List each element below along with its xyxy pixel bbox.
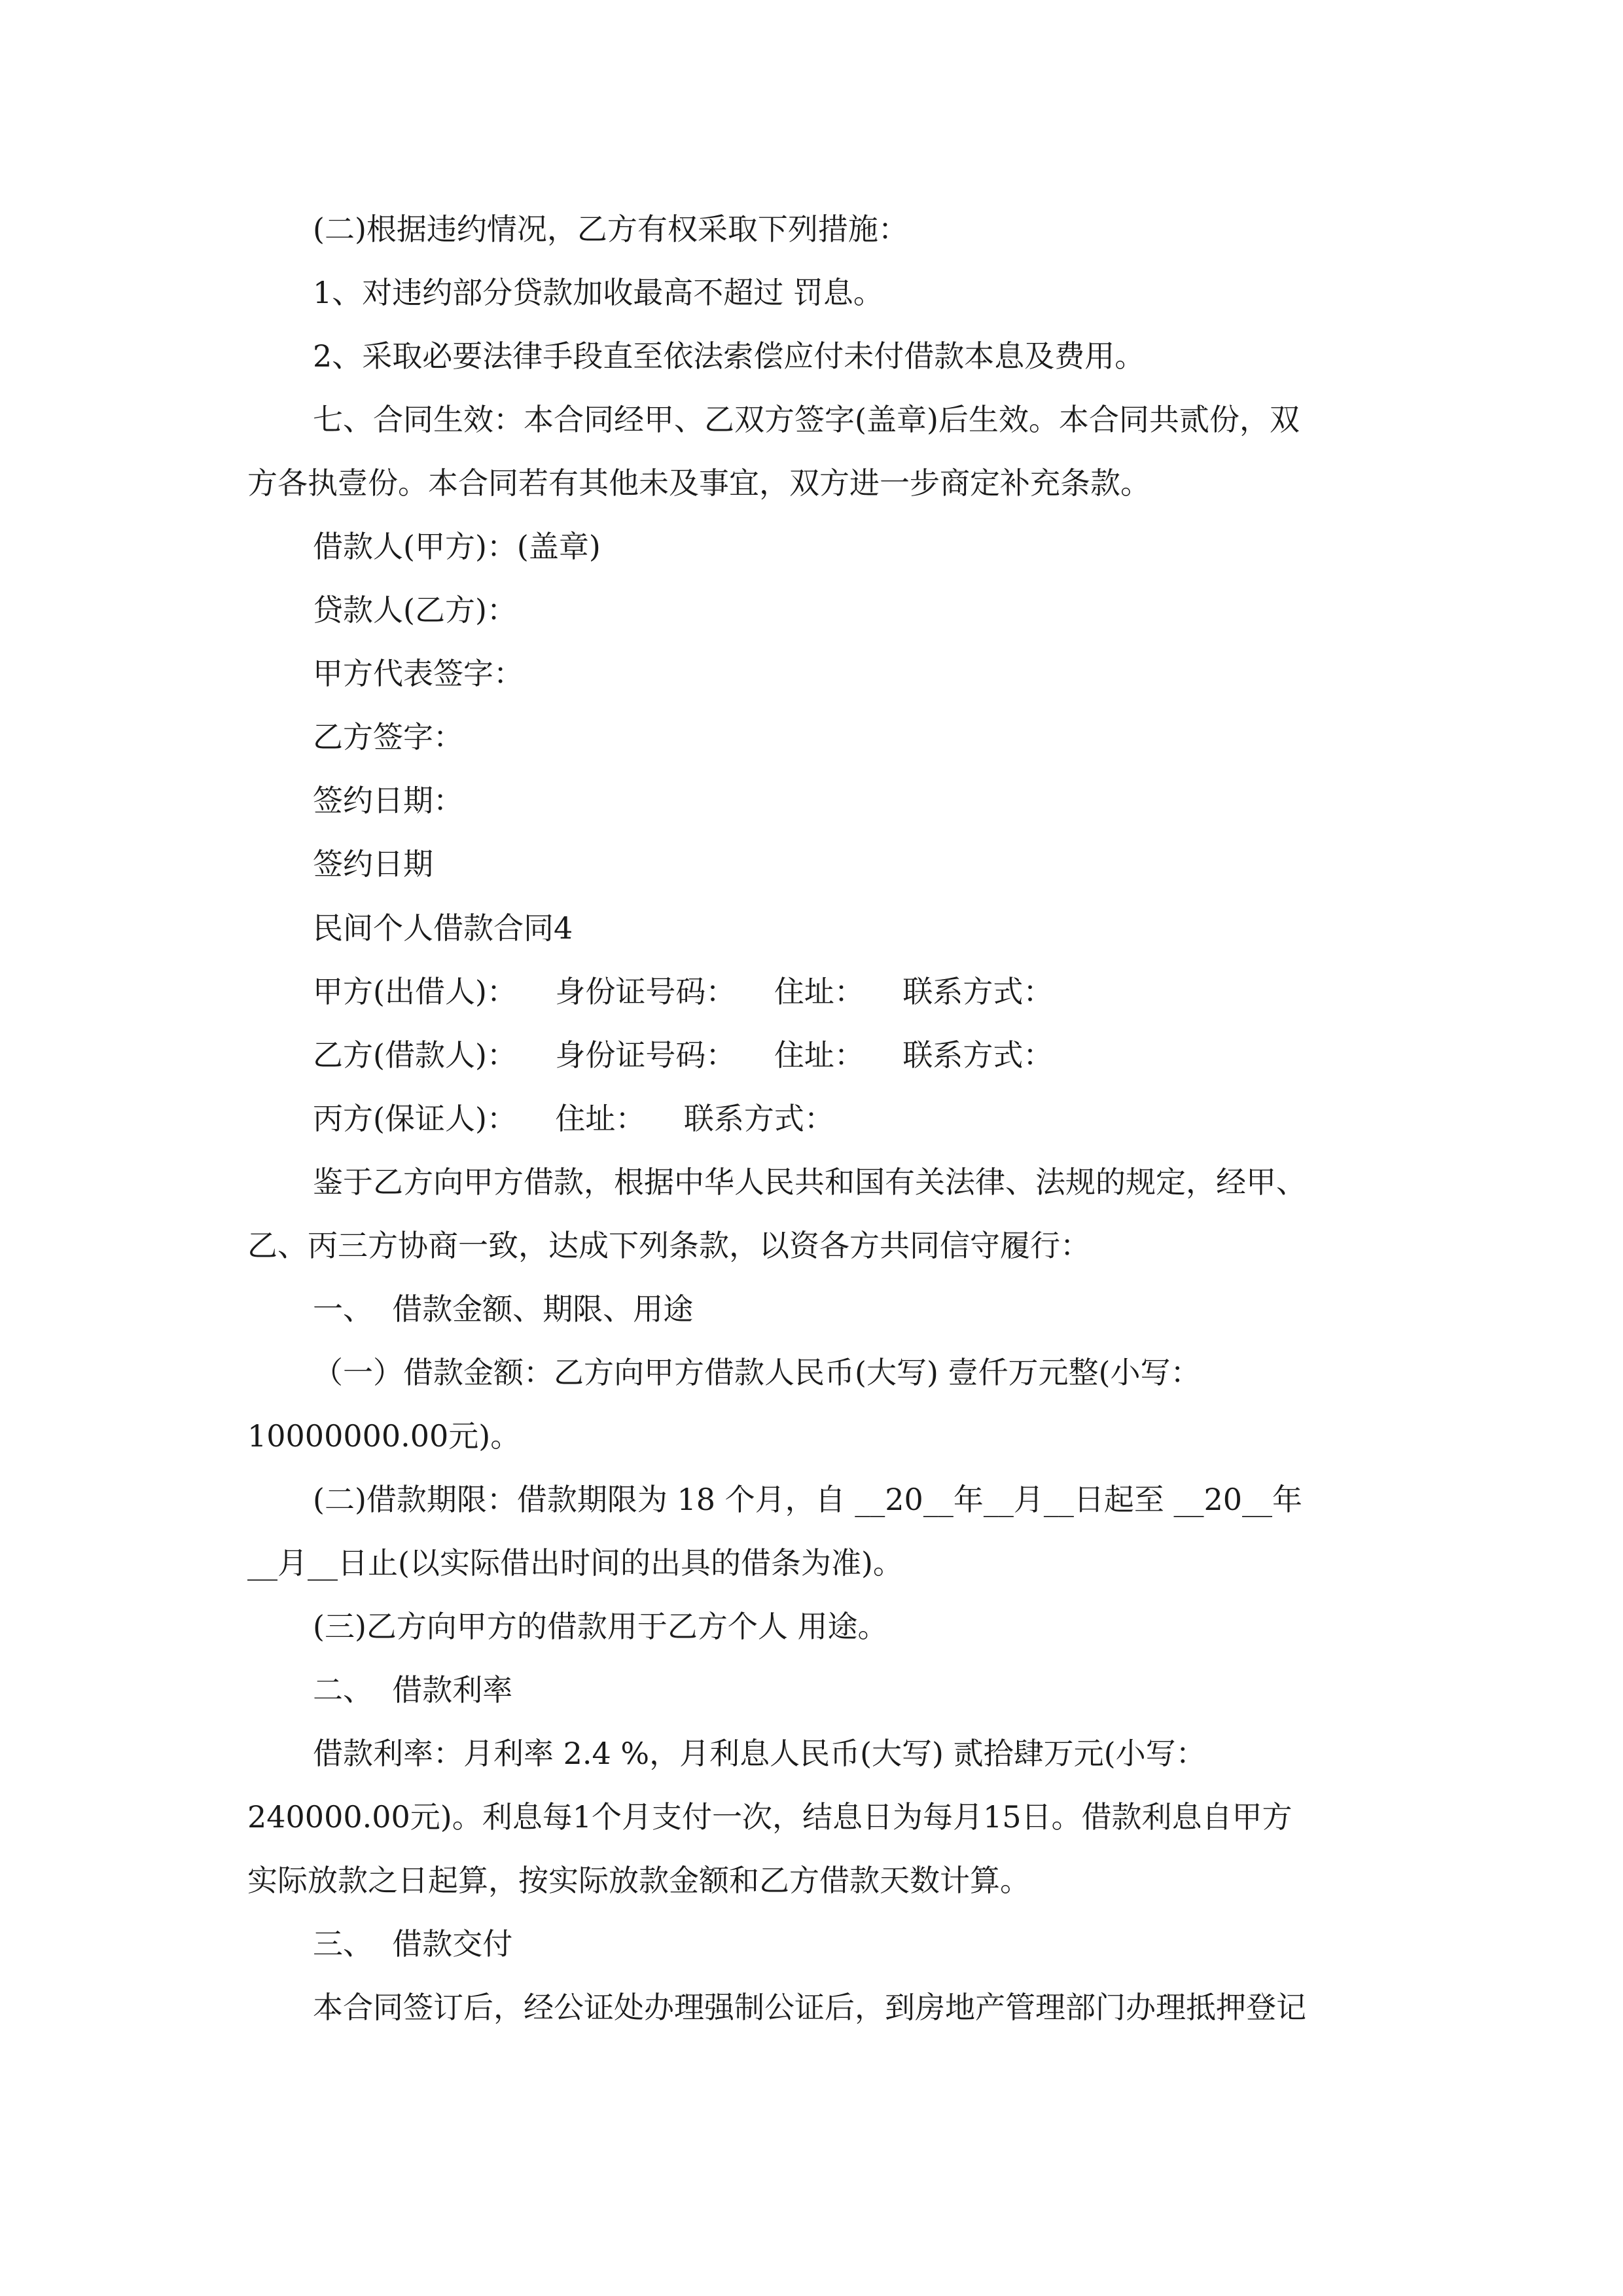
text-line: 借款利率：月利率 2.4 %，月利息人民币(大写) 贰拾肆万元(小写： bbox=[313, 1736, 1206, 1771]
text-line: 鉴于乙方向甲方借款，根据中华人民共和国有关法律、法规的规定，经甲、 bbox=[313, 1164, 1306, 1200]
text-line: (二)借款期限：借款期限为 18 个月，自 __20__年__月__日起至 __20__年 bbox=[313, 1482, 1302, 1517]
text-line: 1、对违约部分贷款加收最高不超过 罚息。 bbox=[313, 275, 883, 310]
text-line: 二、 借款利率 bbox=[313, 1672, 513, 1708]
text-line: (二)根据违约情况，乙方有权采取下列措施： bbox=[313, 211, 908, 247]
text-line: 2、采取必要法律手段直至依法索偿应付未付借款本息及费用。 bbox=[313, 338, 1145, 374]
text-line: 贷款人(乙方)： bbox=[313, 592, 517, 628]
text-line: 乙方(借款人)： 身份证号码： 住址： 联系方式： bbox=[313, 1037, 1054, 1073]
text-line: 10000000.00元)。 bbox=[247, 1418, 521, 1454]
text-line: 甲方代表签字： bbox=[313, 656, 524, 691]
section-title: 民间个人借款合同4 bbox=[313, 910, 573, 946]
text-line: 240000.00元)。利息每1个月支付一次，结息日为每月15日。借款利息自甲方 bbox=[247, 1799, 1293, 1835]
text-line: 一、 借款金额、期限、用途 bbox=[313, 1291, 694, 1327]
text-line: 借款人(甲方)：(盖章) bbox=[313, 529, 601, 564]
text-line: 方各执壹份。本合同若有其他未及事宜，双方进一步商定补充条款。 bbox=[247, 465, 1150, 501]
text-line: 甲方(出借人)： 身份证号码： 住址： 联系方式： bbox=[313, 974, 1054, 1009]
text-line: __月__日止(以实际借出时间的出具的借条为准)。 bbox=[247, 1545, 903, 1581]
text-line: 签约日期 bbox=[313, 846, 433, 882]
text-line: 本合同签订后，经公证处办理强制公证后，到房地产管理部门办理抵押登记 bbox=[313, 1990, 1306, 2025]
text-line: 三、 借款交付 bbox=[313, 1926, 513, 1962]
text-line: 签约日期： bbox=[313, 783, 463, 818]
text-line: 乙、丙三方协商一致，达成下列条款，以资各方共同信守履行： bbox=[247, 1228, 1090, 1263]
text-line: 七、合同生效：本合同经甲、乙双方签字(盖章)后生效。本合同共贰份，双 bbox=[313, 402, 1300, 437]
text-line: 丙方(保证人)： 住址： 联系方式： bbox=[313, 1101, 834, 1136]
text-line: (三)乙方向甲方的借款用于乙方个人 用途。 bbox=[313, 1609, 888, 1644]
text-line: 实际放款之日起算，按实际放款金额和乙方借款天数计算。 bbox=[247, 1863, 1030, 1898]
text-line: 乙方签字： bbox=[313, 719, 463, 755]
text-line: （一）借款金额：乙方向甲方借款人民币(大写) 壹仟万元整(小写： bbox=[313, 1355, 1201, 1390]
